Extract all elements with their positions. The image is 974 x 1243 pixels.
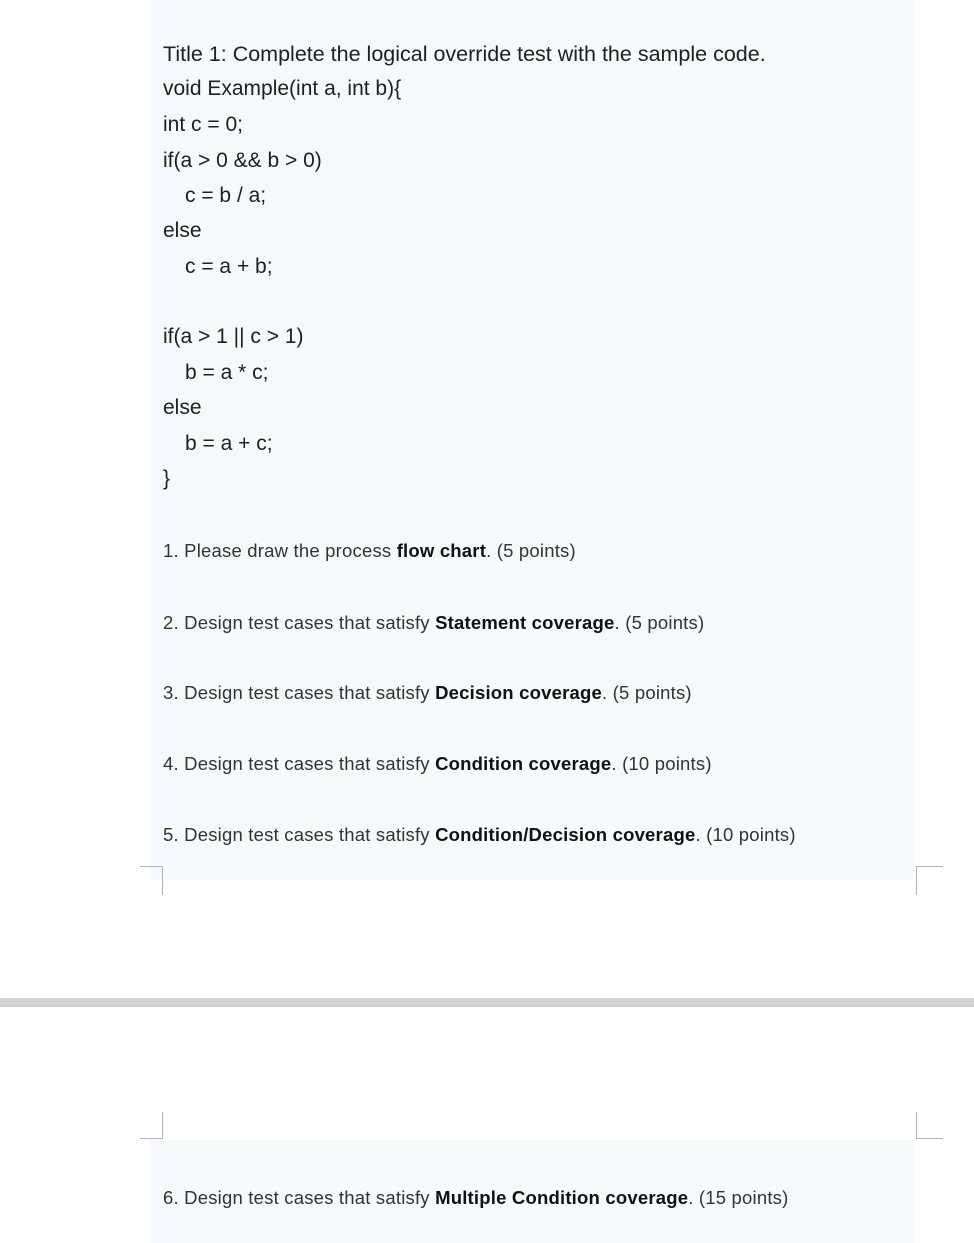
question-1-points: . (5 points): [486, 540, 576, 561]
question-5: [163, 822, 796, 848]
code-signature: void Example(int a, int b){: [163, 77, 402, 100]
crop-mark-left-bottom: [140, 866, 163, 895]
crop-mark-left-top: [140, 1112, 163, 1139]
code-else-1: else: [163, 219, 202, 242]
question-3: [163, 680, 692, 706]
crop-mark-right-bottom: [916, 866, 943, 895]
question-4-points: . (10 points): [611, 753, 712, 774]
question-5-text: 5. Design test cases that satisfy: [163, 824, 436, 845]
question-5-points: . (10 points): [695, 824, 796, 845]
question-1-emphasis: flow chart: [396, 540, 487, 561]
code-close-brace: }: [163, 467, 171, 490]
question-6: [163, 1185, 789, 1211]
code-if-1: if(a > 0 && b > 0): [163, 149, 322, 172]
question-1-text: 1. Please draw the process: [163, 540, 397, 561]
code-assign-2: c = a + b;: [185, 255, 273, 278]
question-4-emphasis: Condition coverage: [435, 753, 612, 774]
question-3-emphasis: Decision coverage: [435, 682, 602, 703]
question-2: [163, 610, 704, 636]
question-6-emphasis: Multiple Condition coverage: [435, 1187, 689, 1208]
question-3-text: 3. Design test cases that satisfy: [163, 682, 436, 703]
question-3-points: . (5 points): [602, 682, 692, 703]
code-assign-1: c = b / a;: [185, 184, 267, 207]
code-assign-4: b = a + c;: [185, 432, 273, 455]
question-4-text: 4. Design test cases that satisfy: [163, 753, 436, 774]
code-if-2: if(a > 1 || c > 1): [163, 325, 304, 348]
code-else-2: else: [163, 396, 202, 419]
code-assign-3: b = a * c;: [185, 361, 269, 384]
crop-mark-right-top: [916, 1112, 943, 1139]
question-4: [163, 751, 712, 777]
page-separator: [0, 998, 974, 1007]
code-declare: int c = 0;: [163, 113, 243, 136]
document-title: Title 1: Complete the logical override test with the sample code.: [163, 42, 766, 66]
question-1: [163, 538, 576, 564]
question-2-emphasis: Statement coverage: [435, 612, 615, 633]
question-6-points: . (15 points): [688, 1187, 789, 1208]
question-5-emphasis: Condition/Decision coverage: [435, 824, 696, 845]
question-2-text: 2. Design test cases that satisfy: [163, 612, 436, 633]
question-2-points: . (5 points): [614, 612, 705, 633]
question-6-text: 6. Design test cases that satisfy: [163, 1187, 436, 1208]
